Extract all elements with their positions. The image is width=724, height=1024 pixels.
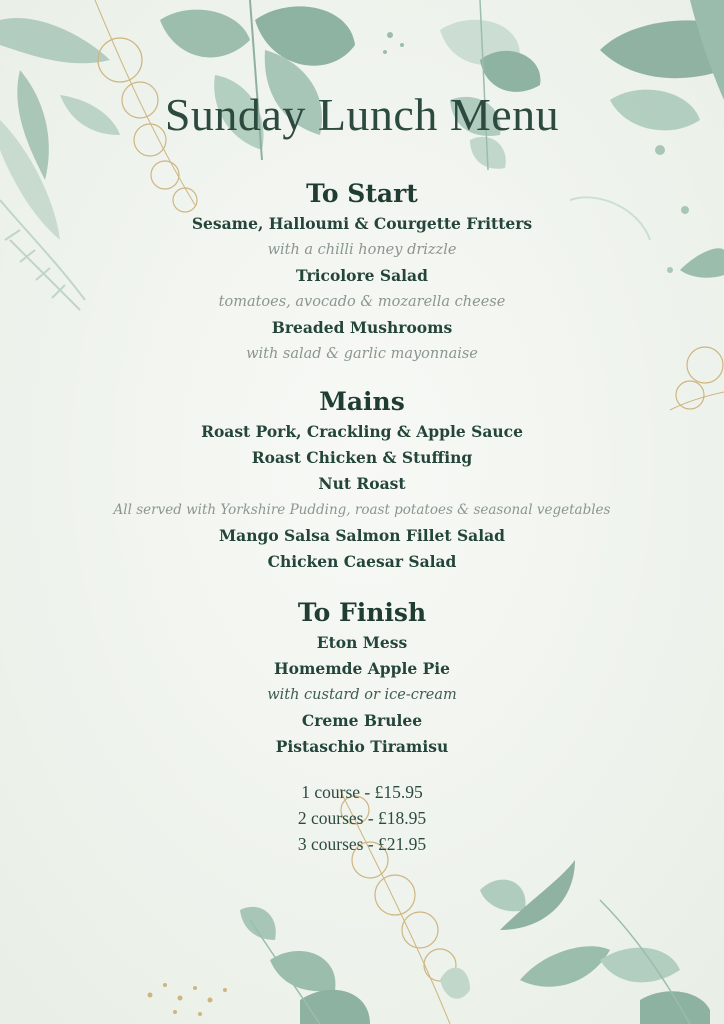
section-to-finish — [0, 596, 724, 760]
menu-title: Sunday Lunch Menu — [164, 89, 560, 140]
menu-item: Roast Chicken & Stuffing — [251, 448, 473, 467]
section-heading: To Start — [306, 179, 418, 208]
menu-item-description: with a chilli honey drizzle — [267, 242, 457, 258]
section-mains — [0, 385, 724, 575]
menu-item: Breaded Mushrooms — [271, 318, 453, 337]
menu-item-description: with custard or ice-cream — [267, 687, 457, 703]
section-heading: To Finish — [297, 598, 427, 627]
price-list — [0, 779, 724, 857]
menu-item-description: with salad & garlic mayonnaise — [246, 346, 478, 362]
price-line: 2 courses - £18.95 — [297, 808, 427, 828]
menu-item: Tricolore Salad — [296, 266, 428, 285]
section-to-start — [0, 177, 724, 367]
price-line: 3 courses - £21.95 — [297, 834, 427, 854]
price-line: 1 course - £15.95 — [301, 782, 423, 802]
menu-item: Homemde Apple Pie — [274, 659, 450, 678]
menu-item: Eton Mess — [316, 633, 408, 652]
menu-item: Sesame, Halloumi & Courgette Fritters — [191, 214, 533, 233]
menu-item: Roast Pork, Crackling & Apple Sauce — [201, 422, 523, 441]
menu-item-description: tomatoes, avocado & mozarella cheese — [218, 294, 506, 310]
mains-note: All served with Yorkshire Pudding, roast potatoes & seasonal vegetables — [113, 502, 611, 518]
menu-item: Creme Brulee — [301, 711, 423, 730]
menu-item: Mango Salsa Salmon Fillet Salad — [219, 526, 505, 545]
section-heading: Mains — [319, 387, 405, 416]
menu-item: Nut Roast — [318, 474, 406, 493]
menu-item: Pistaschio Tiramisu — [275, 737, 449, 756]
menu-item: Chicken Caesar Salad — [267, 552, 457, 571]
